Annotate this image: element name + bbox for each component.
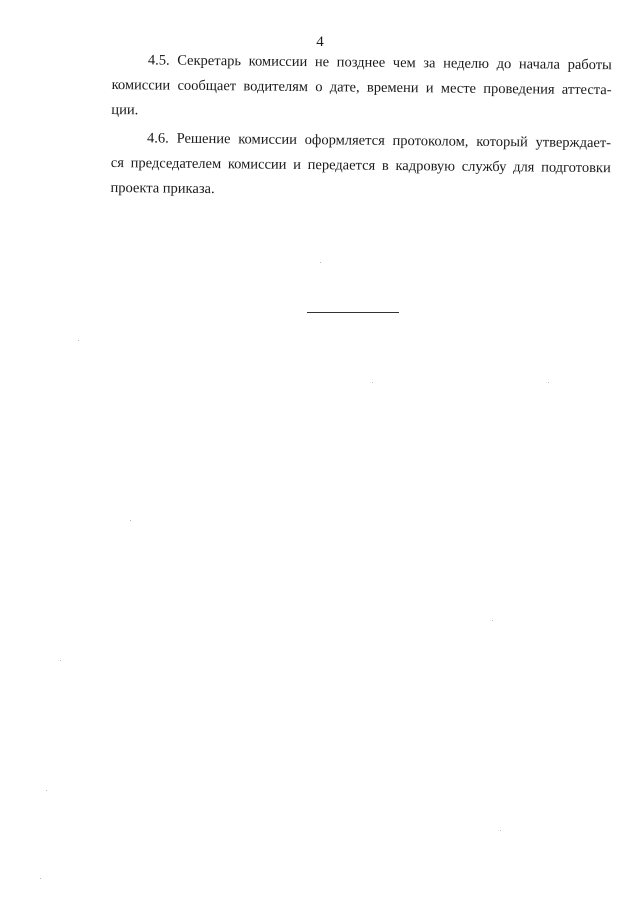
paragraph-line: 4.5. Секретарь комиссии не позднее чем за неделю до начала работы <box>147 52 612 74</box>
paragraph-4-6 <box>110 126 611 206</box>
paragraph-line: проекта приказа. <box>110 179 215 198</box>
scan-speck <box>60 660 61 661</box>
paragraph-4-5 <box>111 48 612 128</box>
scan-speck <box>320 262 321 263</box>
paragraph-line: 4.6. Решение комиссии оформляется протоколом, который утверждает- <box>146 130 612 152</box>
scan-speck <box>46 790 47 791</box>
document-body <box>110 48 612 209</box>
paragraph-line: ции. <box>111 101 139 119</box>
paragraph-line: комиссии сообщает водителям о дате, времени и месте проведения аттеста- <box>111 76 612 99</box>
scan-speck <box>40 878 41 879</box>
scan-speck <box>78 340 79 341</box>
paragraph-line: ся председателем комиссии и передается в кадровую службу для подготовки <box>110 154 611 177</box>
scan-speck <box>548 382 549 383</box>
page-number: 4 <box>316 34 324 50</box>
end-divider-line <box>307 312 399 313</box>
scan-speck <box>130 520 131 521</box>
scan-speck <box>372 382 373 383</box>
scan-speck <box>500 830 501 831</box>
scan-speck <box>492 620 493 621</box>
